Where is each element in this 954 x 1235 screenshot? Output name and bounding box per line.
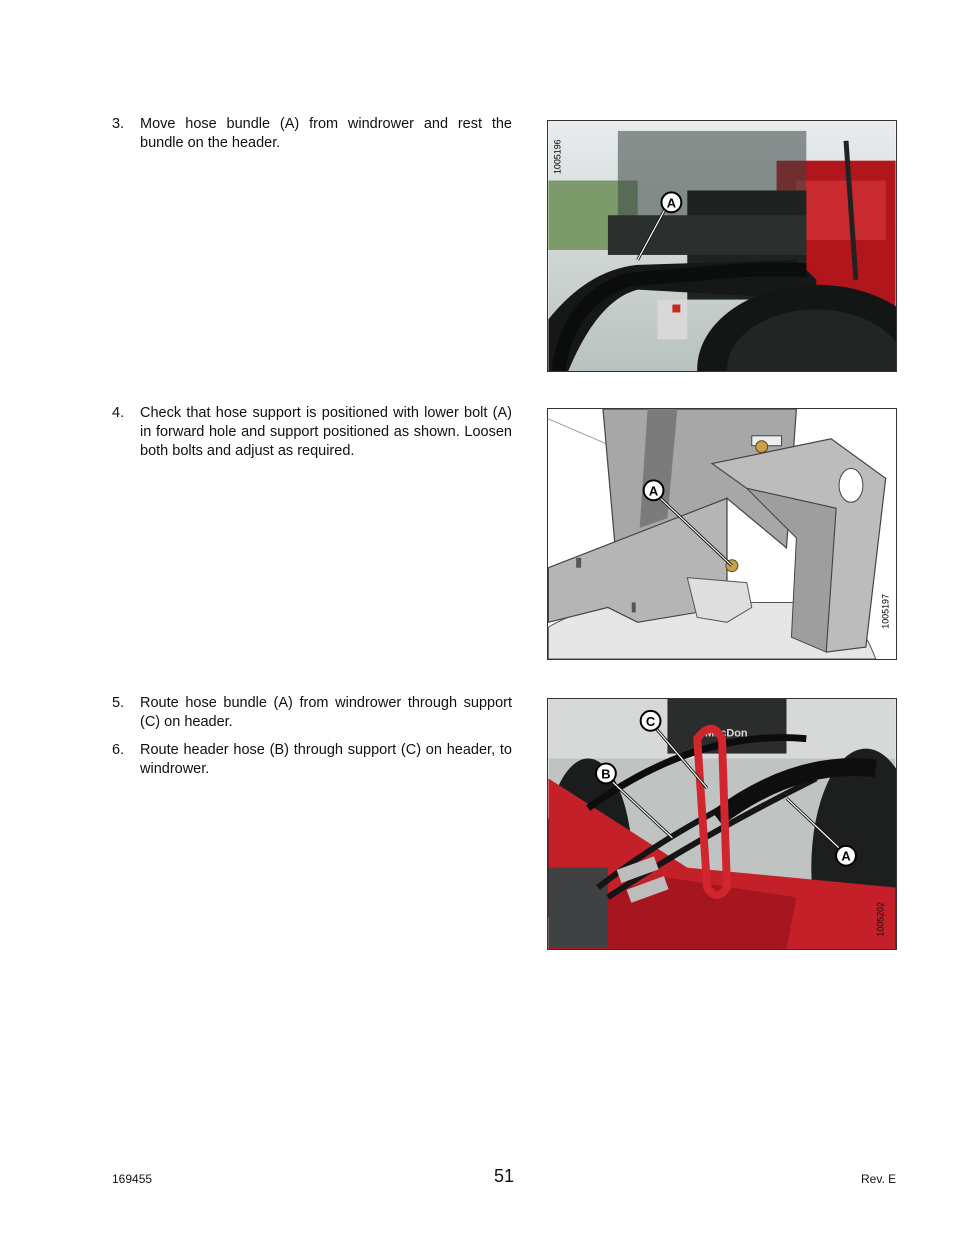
- step-number: 5.: [112, 695, 125, 711]
- callout-a: A: [666, 195, 677, 211]
- figure-3-illustration: [548, 699, 896, 949]
- figure-1-illustration: [548, 121, 896, 371]
- callout-c: C: [645, 713, 656, 729]
- step-text: Move hose bundle (A) from windrower and rest the bundle on the header.: [140, 116, 512, 151]
- footer-revision: Rev. E: [861, 1172, 897, 1186]
- figure-number: 1005202: [875, 901, 886, 937]
- step-number: 3.: [112, 116, 125, 132]
- step-6: [112, 741, 512, 779]
- figure-2-illustration: [548, 409, 896, 659]
- footer-page-number: 51: [494, 1166, 515, 1186]
- step-number: 4.: [112, 405, 125, 421]
- step-number: 6.: [112, 742, 125, 758]
- step-5: [112, 694, 512, 732]
- step-text: Check that hose support is positioned with lower bolt (A) in forward hole and support positioned as shown. Loosen both bolts and adjust as required.: [140, 405, 512, 459]
- step-4: [112, 404, 512, 461]
- figure-hose-routing-photo: [547, 698, 897, 950]
- footer-doc-number: 169455: [112, 1172, 153, 1186]
- figure-hose-bundle-photo: [547, 120, 897, 372]
- step-3: [112, 115, 512, 153]
- figure-hose-support-drawing: [547, 408, 897, 660]
- step-text: Route hose bundle (A) from windrower through support (C) on header.: [140, 695, 512, 730]
- callout-a: A: [841, 848, 851, 864]
- callout-a: A: [648, 483, 659, 499]
- callout-b: B: [601, 766, 611, 782]
- figure-number: 1005196: [552, 139, 563, 175]
- step-text: Route header hose (B) through support (C) on header, to windrower.: [140, 742, 512, 777]
- brand-label: MacDon: [705, 727, 748, 740]
- figure-number: 1005197: [880, 594, 891, 629]
